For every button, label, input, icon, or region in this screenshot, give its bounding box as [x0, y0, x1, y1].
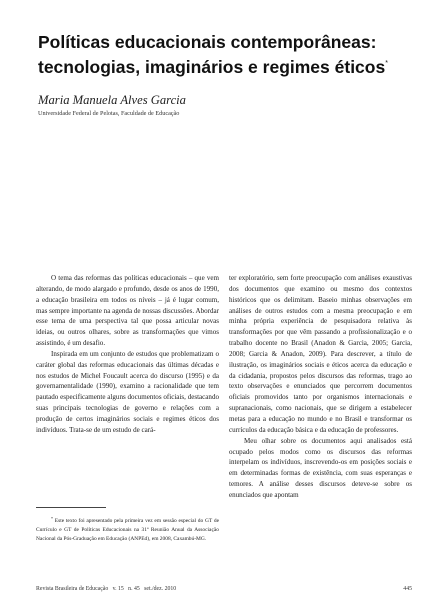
paragraph: O tema das reformas das políticas educacionais – que vem alterando, de modo alargado e profundo, desde os anos de 1990, a educação brasileira em todos os níveis – já é lugar comum, mas sempre importante na agenda de nossas discussões. Abordar esse tema de uma perspectiva tal que possa articular novas ideias, ou outros olhares, sobre as transformações que vimos assistindo, é um desafio. [36, 274, 219, 348]
body-column-left [36, 273, 219, 436]
title-line-1: Políticas educacionais contemporâneas: [38, 32, 377, 52]
footnote-text: Este texto foi apresentado pela primeira vez em sessão especial do GT de Currículo e GT de Políticas Educacionais na 31ª Reunião Anual da Associação Nacional da Pós-Graduação em Educação (ANPEd), em 2008, Caxambú-MG. [36, 518, 220, 543]
footnote-marker: * [51, 516, 53, 521]
title-footnote-marker: * [385, 60, 388, 67]
title-line-2-text: tecnologias, imaginários e regimes éticos [38, 57, 386, 77]
title-line-2 [38, 53, 418, 78]
body-column-right [229, 273, 412, 501]
footnote [36, 514, 219, 544]
paragraph: Inspirada em um conjunto de estudos que problematizam o caráter global das reformas educacionais das últimas décadas e nos estudos de Michel Foucault acerca do discurso (1995) e da governamentalidade (1990), examino a racionalidade que tem pautado especificamente alguns documentos oficiais, destacando suas principais tecnologias de governo e relações com a produção de certos imaginários sociais e regimes éticos dos indivíduos. Trata-se de um estudo de cará- [36, 349, 219, 434]
author-affiliation: Universidade Federal de Pelotas, Faculdade de Educação [38, 110, 180, 117]
paragraph: ter exploratório, sem forte preocupação com análises exaustivas dos documentos que examino ou mesmo dos contextos históricos que os delimitam. Baseio minhas observações em análises de outros estudos com a mesma preocupação e em minha própria experiência de pesquisadora relativa às transformações por que vêm passando a profissionalização e o trabalho docente no Brasil (Anadon & Garcia, 2005; Garcia, 2008; Garcia & Anadon, 2009). Para descrever, a título de ilustração, os imaginários sociais e éticos acerca da educação e da cidadania, propostos pelos discursos das reformas, trago ao texto observações e enunciados que percorrem documentos oficiais promovidos tanto por organismos internacionais e supranacionais, como nacionais, que se dirigem a estabelecer metas para a educação no mundo e no Brasil e transformar os currículos da educação básica e da educação de professores. [229, 274, 412, 434]
paragraph: Meu olhar sobre os documentos aqui analisados está ocupado pelos modos como os discursos das reformas interpelam os indivíduos, inscrevendo-os em posições sociais e em determinadas formas de existência, com suas esperanças e temores. A análise desses discursos deteve-se sobre os enunciados que apontam [229, 436, 412, 499]
page-number: 445 [403, 586, 412, 592]
footnote-divider [36, 507, 106, 508]
article-title [38, 32, 418, 78]
journal-citation: Revista Brasileira de Educação v. 15 n. 45 set./dez. 2010 [36, 586, 177, 592]
author-name: Maria Manuela Alves Garcia [38, 93, 186, 107]
